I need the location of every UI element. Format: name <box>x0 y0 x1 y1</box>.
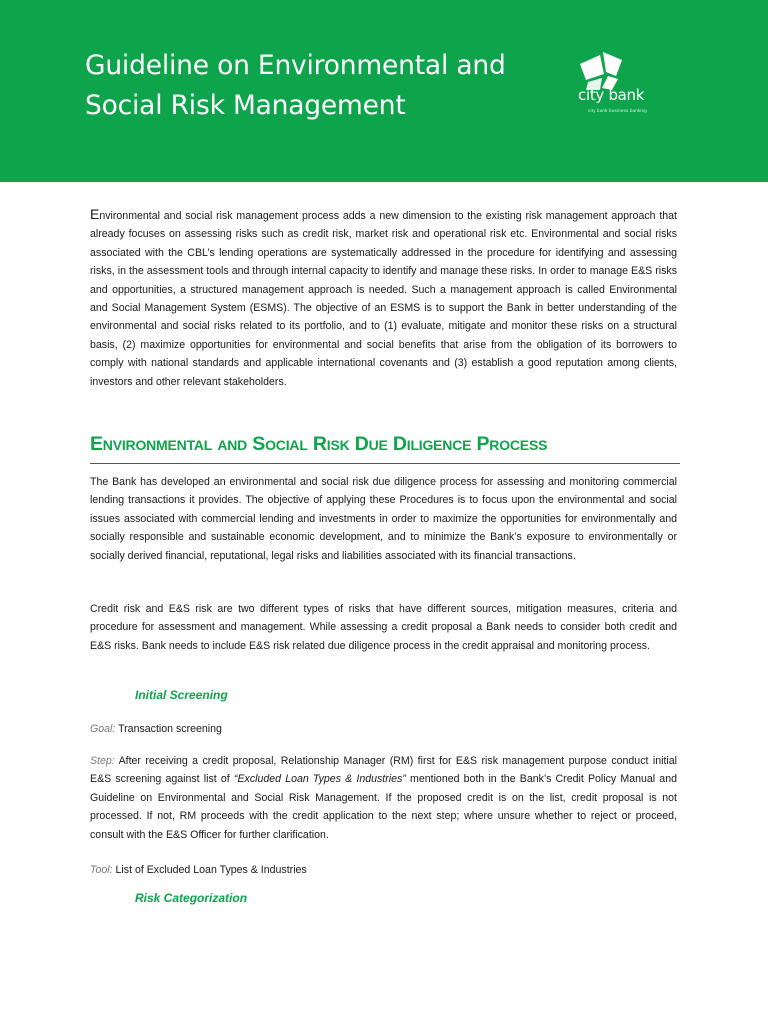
goal-text: Transaction screening <box>115 723 222 735</box>
logo-tagline: city bank business banking <box>588 108 647 113</box>
step-text-b: mentioned both in the Bank’s Credit Policy Manual and Guideline on Environmental and Social Risk Management. If the proposed credit is on the list, credit proposal is not processed. If not, RM proceeds with the credit application to the next step; where unsure whether to reject or proceed, consult with the E&S Officer for further clarification. <box>90 773 677 841</box>
logo-wordmark: city bank <box>578 86 645 104</box>
step-paragraph <box>90 752 677 844</box>
title-line-2: Social Risk Management <box>85 90 406 121</box>
goal-label: Goal: <box>90 723 116 735</box>
tool-line <box>90 861 677 879</box>
risk-categorization-heading: Risk Categorization <box>135 891 248 905</box>
tool-label: Tool: <box>90 864 113 876</box>
intro-text: nvironmental and social risk management process adds a new dimension to the existing risk management approach that already focuses on assessing risks such as credit risk, market risk and operational risk etc. Environmental and social risks associated with the CBL’s lending operations are systematically addressed in the procedure for identifying and assessing risks, in the assessment tools and through internal capacity to identify and manage these risks. In order to manage E&S risks and opportunities, a structured management approach is needed. Such a management approach is called Environmental and Social Management System (ESMS). The objective of an ESMS is to support the Bank in better understanding of the environmental and social risks related to its portfolio, and to (1) evaluate, mitigate and monitor these risks on a structural basis, (2) maximize opportunities for environmental and social benefits that arise from the obligation of its borrowers to comply with national standards and applicable international covenants and (3) establish a good reputation among clients, investors and other relevant stakeholders. <box>90 210 677 388</box>
step-label: Step: <box>90 755 115 767</box>
section-paragraph-2: Credit risk and E&S risk are two different types of risks that have different sources, mitigation measures, criteria and procedure for assessment and management. While assessing a credit proposal a Bank needs to consider both credit and E&S risks. Bank needs to include E&S risk related due diligence process in the credit appraisal and monitoring process. <box>90 603 677 652</box>
intro-dropcap: E <box>90 206 100 222</box>
goal-line <box>90 720 677 738</box>
step-text-a: After receiving a credit proposal, Relationship Manager (RM) first for E&S risk management purpose conduct initial E&S screening against list of <box>90 755 677 786</box>
initial-screening-heading: Initial Screening <box>135 688 228 702</box>
tool-text: List of Excluded Loan Types & Industries <box>112 864 307 876</box>
intro-paragraph <box>90 205 677 391</box>
section-paragraph-1: The Bank has developed an environmental and social risk due diligence process for assessing and monitoring commercial lending transactions it provides. The objective of applying these Procedures is to focus upon the environmental and social issues associated with commercial lending and investments in order to maximize the opportunities for environmentally and socially responsible and sustainable economic development, and to minimize the Bank’s exposure to environmentally or socially derived financial, reputational, legal risks and liabilities associated with its financial transactions. <box>90 476 677 562</box>
header-banner <box>0 0 768 182</box>
title-line-1: Guideline on Environmental and <box>85 50 506 81</box>
city-bank-logo <box>574 50 684 122</box>
section-heading: Environmental and Social Risk Due Diligence Process <box>90 433 548 455</box>
step-text-excluded-list: “Excluded Loan Types & Industries” <box>233 773 406 786</box>
document-title <box>85 46 506 126</box>
section-divider <box>90 463 680 464</box>
